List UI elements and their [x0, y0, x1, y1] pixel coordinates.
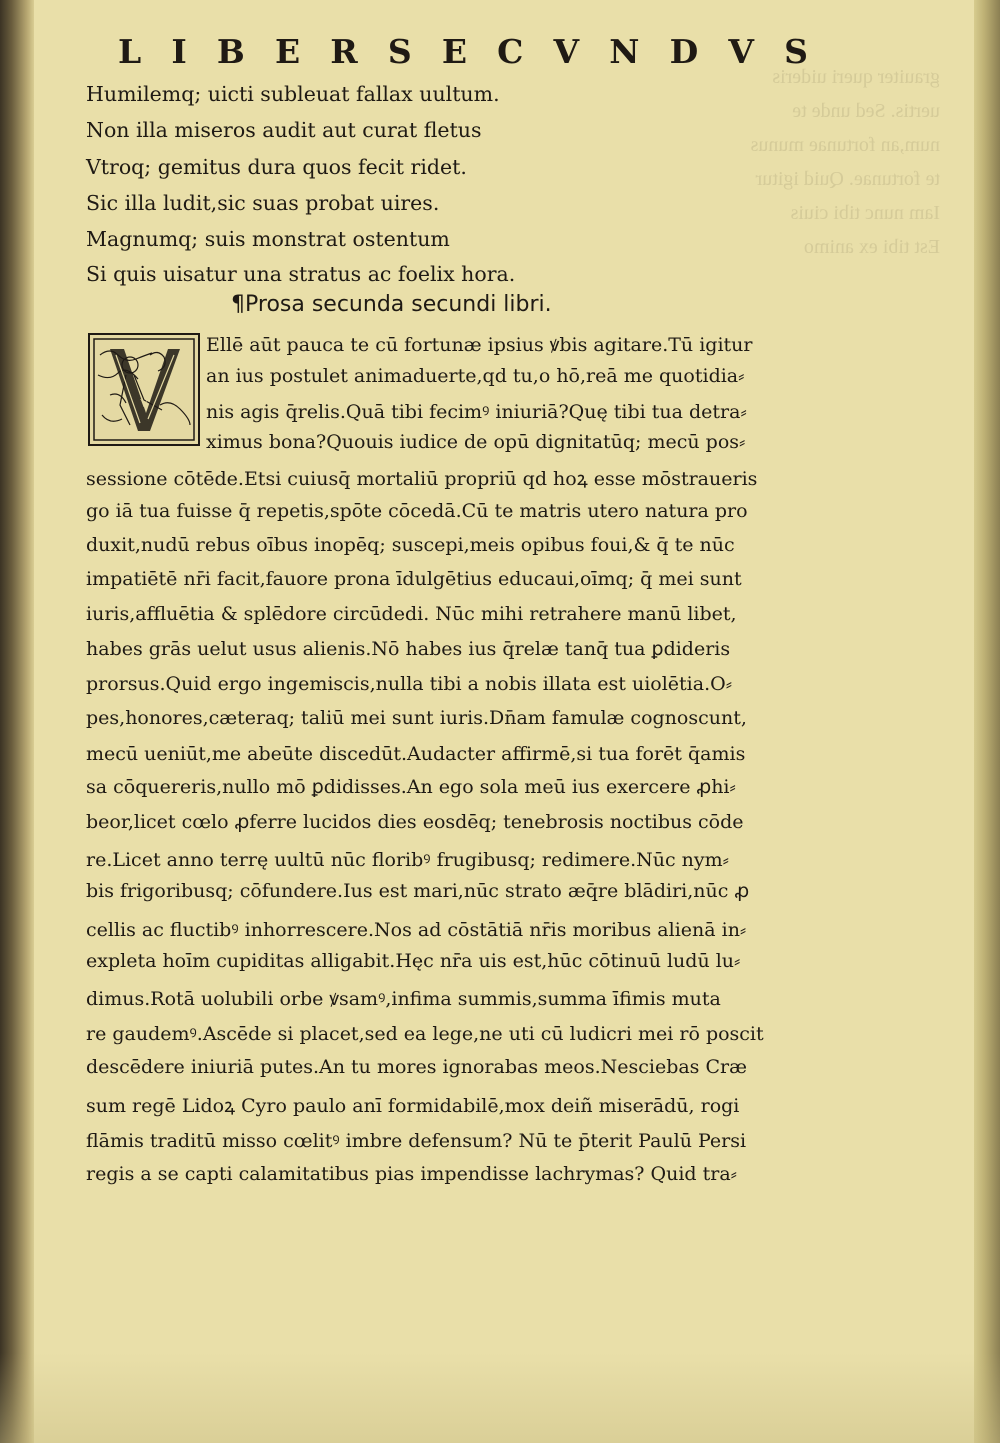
prose-line: ximus bona?Quouis iudice de opū dignitatūq; mecū pos⸗: [206, 431, 746, 453]
title-letter: V: [553, 32, 580, 71]
prose-line: iuris,affluētia & splēdore circūdedi. Nūc mihi retrahere manū libet,: [86, 603, 737, 625]
verse-line: Humilemq; uicti subleuat fallax uultum.: [86, 82, 500, 106]
title-letter: N: [609, 32, 640, 71]
prose-line: duxit,nudū rebus oībus inopēq; suscepi,meis opibus foui,& q̄ te nūc: [86, 534, 735, 556]
bleed-line: num,an fortunae munus: [750, 134, 940, 156]
initial-letter: V: [140, 399, 148, 410]
bleed-line: Est tibi ex animo: [803, 236, 940, 258]
bleed-through-text: [640, 60, 940, 340]
verse-line: Non illa miseros audit aut curat fletus: [86, 118, 482, 142]
prose-line: habes grās uelut usus alienis.Nō habes ius q̄relæ tanq̄ tua ꝑdideris: [86, 638, 731, 660]
verse-line: Magnumq; suis monstrat ostentum: [86, 227, 450, 251]
bleed-line: uertis. Sed unde te: [792, 100, 940, 122]
title-letter: L: [118, 32, 142, 71]
page-gutter-shadow: [0, 0, 34, 1443]
title-letter: E: [274, 32, 301, 71]
prose-line: flāmis traditū misso cœlitꝰ imbre defensum? Nū te p̄terit Paulū Persi: [86, 1130, 747, 1152]
prose-line: re.Licet anno terrę uultū nūc floribꝰ frugibusq; redimere.Nūc nym⸗: [86, 849, 729, 871]
prose-line: descēdere iniuriā putes.An tu mores ignorabas meos.Nesciebas Cræ: [86, 1056, 747, 1078]
bleed-line: grauiter queri uideris: [772, 66, 940, 88]
prose-line: sa cōquereris,nullo mō ꝑdidisses.An ego sola meū ius exercere ꝓhi⸗: [86, 776, 736, 798]
prose-line: go iā tua fuisse q̄ repetis,spōte cōcedā.Cū te matris utero natura pro: [86, 500, 748, 522]
title-letter: R: [330, 32, 358, 71]
verse-line: Vtroq; gemitus dura quos fecit ridet.: [86, 155, 467, 179]
prose-line: regis a se capti calamitatibus pias impendisse lachrymas? Quid tra⸗: [86, 1163, 737, 1185]
prose-line: re gaudemꝰ.Ascēde si placet,sed ea lege,ne uti cū ludicri mei rō poscit: [86, 1023, 764, 1045]
prose-line: bis frigoribusq; cōfundere.Ius est mari,nūc strato æq̄re blādiri,nūc ꝓ: [86, 880, 750, 902]
bleed-line: Iam nunc tibi ciuis: [790, 202, 940, 224]
title-letter: V: [728, 32, 754, 71]
prose-line: an ius postulet animaduerte,qd tu,o hō,reā me quotidia⸗: [206, 365, 745, 387]
prose-line: mecū ueniūt,me abeūte discedūt.Audacter affirmē,si tua forēt q̄amis: [86, 743, 746, 765]
running-title: [118, 32, 808, 71]
prose-line: nis agis q̄relis.Quā tibi fecimꝰ iniuriā?Quę tibi tua detra⸗: [206, 401, 747, 423]
title-letter: E: [441, 32, 467, 71]
prose-line: prorsus.Quid ergo ingemiscis,nulla tibi a nobis illata est uiolētia.O⸗: [86, 673, 733, 695]
prose-line: sessione cōtēde.Etsi cuiusq̄ mortaliū propriū qd hoꝝ esse mōstraueris: [86, 468, 758, 490]
bleed-line: te fortunae. Quid igitur: [755, 168, 940, 190]
title-letter: D: [669, 32, 699, 71]
verse-line: Sic illa ludit,sic suas probat uires.: [86, 191, 440, 215]
page-bottom-shade: [0, 1353, 1000, 1443]
prose-line: dimus.Rotā uolubili orbe ꝟsamꝰ,infima summis,summa īfimis muta: [86, 988, 721, 1010]
verse-line: Si quis uisatur una stratus ac foelix hora.: [86, 262, 516, 286]
woodcut-initial-icon: [90, 335, 198, 444]
page-right-edge: [974, 0, 1000, 1443]
title-letter: I: [171, 32, 187, 71]
title-letter: S: [387, 32, 412, 71]
title-letter: B: [216, 32, 245, 71]
prose-line: sum regē Lidoꝝ Cyro paulo anī formidabilē,mox deiñ miserādū, rogi: [86, 1095, 740, 1117]
prose-line: cellis ac fluctibꝰ inhorrescere.Nos ad cōstātiā nr̄is moribus alienā in⸗: [86, 919, 747, 941]
prose-line: beor,licet cœlo ꝓferre lucidos dies eosdēq; tenebrosis noctibus cōde: [86, 811, 744, 833]
prose-line: expleta hoīm cupiditas alligabit.Hęc nr̄a uis est,hūc cōtinuū ludū lu⸗: [86, 950, 741, 972]
prose-line: pes,honores,cæteraq; taliū mei sunt iuris.Dn̄am famulæ cognoscunt,: [86, 707, 747, 729]
prosa-heading: ¶Prosa secunda secundi libri.: [231, 292, 552, 317]
prose-line: Ellē aūt pauca te cū fortunæ ipsius ꝟbis agitare.Tū igitur: [206, 334, 753, 356]
title-letter: C: [497, 32, 524, 71]
title-letter: S: [784, 32, 808, 71]
decorated-initial: [88, 333, 200, 446]
prose-line: impatiētē nr̄i facit,fauore prona īdulgētius educaui,oīmq; q̄ mei sunt: [86, 568, 742, 590]
